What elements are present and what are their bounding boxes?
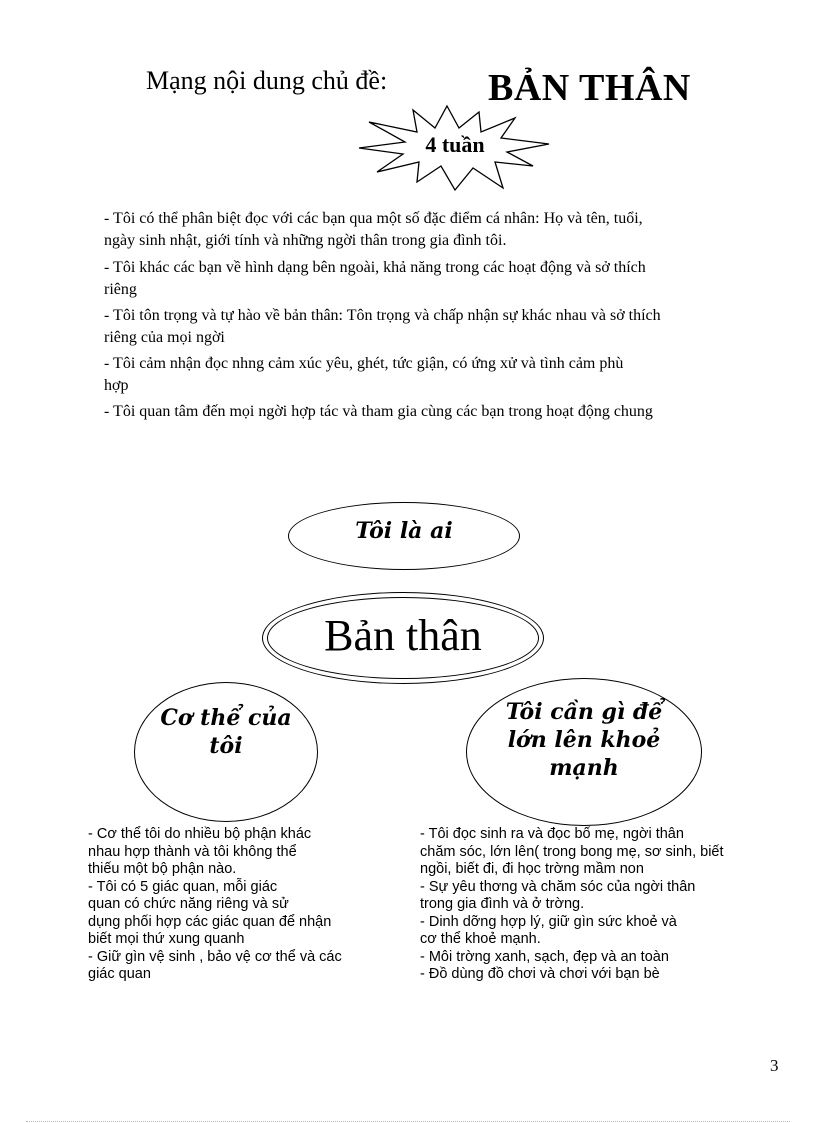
needs-details-list [420, 826, 790, 984]
list-line: ngồi, biết đi, đi học trờng mầm non [420, 861, 644, 877]
bubble-what-i-need-label [472, 698, 696, 782]
footer-divider [26, 1121, 790, 1122]
bubble-line: Tôi cần gì để [505, 699, 663, 725]
list-line: - Đồ dùng đồ chơi và chơi với bạn bè [420, 966, 660, 982]
list-line: biết mọi thứ xung quanh [88, 931, 245, 947]
body-details-list [88, 826, 408, 984]
topic-map-label: Mạng nội dung chủ đề: [146, 66, 388, 95]
list-line: - Tôi đọc sinh ra và đọc bố mẹ, ngời thân [420, 826, 684, 842]
list-line: dụng phối hợp các giác quan để nhận [88, 913, 332, 930]
goals-list [104, 208, 784, 423]
bubble-line: lớn lên khoẻ [507, 727, 661, 753]
list-line: - Dinh dỡng hợp lý, giữ gìn sức khoẻ và [420, 913, 677, 930]
list-line: - Tôi có 5 giác quan, mỗi giác [88, 878, 278, 895]
goal-line: - Tôi tôn trọng và tự hào về bản thân: Tôn trọng và chấp nhận sự khác nhau và sở thích [104, 307, 661, 324]
list-line: cơ thể khoẻ mạnh. [420, 931, 541, 947]
goal-item [104, 305, 784, 349]
list-line: chăm sóc, lớn lên( trong bong mẹ, sơ sinh, biết [420, 843, 724, 860]
goal-item [104, 401, 784, 423]
goal-item [104, 208, 784, 252]
bubble-line: mạnh [549, 755, 619, 781]
list-line: quan có chức năng riêng và sử [88, 896, 289, 912]
goal-line: - Tôi khác các bạn về hình dạng bên ngoài, khả năng trong các hoạt động và sở thích [104, 259, 646, 276]
list-line: - Sự yêu thơng và chăm sóc của ngời thân [420, 878, 696, 895]
goal-line: - Tôi quan tâm đến mọi ngời hợp tác và tham gia cùng các bạn trong hoạt động chung [104, 403, 653, 420]
page-number: 3 [770, 1056, 779, 1075]
list-line: - Môi trờng xanh, sạch, đẹp và an toàn [420, 948, 669, 965]
goal-line: - Tôi có thể phân biệt đọc với các bạn qua một số đặc điểm cá nhân: Họ và tên, tuổi, [104, 210, 643, 227]
goal-line: hợp [104, 377, 129, 394]
list-line: nhau hợp thành và tôi không thể [88, 843, 297, 860]
goal-line: ngày sinh nhật, giới tính và những ngời thân trong gia đình tôi. [104, 232, 507, 249]
goal-line: riêng của mọi ngời [104, 329, 225, 346]
goal-item [104, 353, 784, 397]
bubble-line: tôi [209, 733, 243, 759]
list-line: - Giữ gìn vệ sinh , bảo vệ cơ thể và các [88, 948, 342, 965]
goal-line: riêng [104, 281, 137, 298]
bubble-who-am-i-label: Tôi là ai [355, 518, 453, 544]
list-line: giác quan [88, 966, 151, 982]
list-line: trong gia đình và ở trờng. [420, 896, 585, 912]
goal-item [104, 257, 784, 301]
bubble-line: Cơ thể của [160, 705, 292, 731]
topic-title: BẢN THÂN [488, 67, 691, 109]
list-line: - Cơ thể tôi do nhiều bộ phận khác [88, 826, 312, 842]
goal-line: - Tôi cảm nhận đọc nhng cảm xúc yêu, ghét, tức giận, có ứng xử và tình cảm phù [104, 355, 624, 372]
center-bubble-label: Bản thân [324, 611, 482, 660]
list-line: thiếu một bộ phận nào. [88, 861, 237, 877]
bubble-my-body-label [140, 704, 312, 760]
duration-label: 4 tuần [425, 132, 485, 157]
